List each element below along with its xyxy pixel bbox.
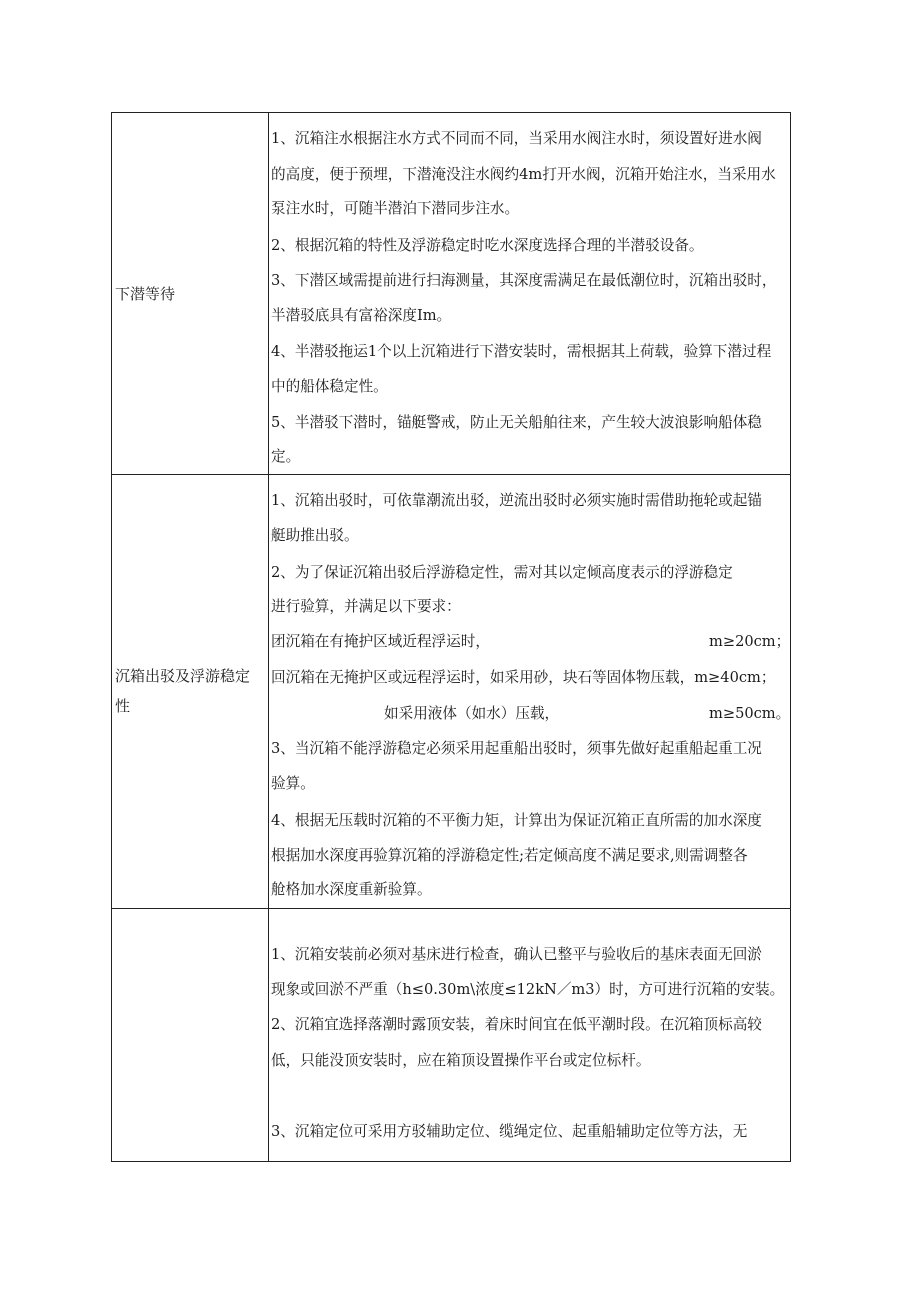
row-title-cell [112,909,269,1161]
content-line: 根据加水深度再验算沉箱的浮游稳定性;若定倾高度不满足要求,则需调整各 [271,847,748,864]
content-line: 团沉箱在有掩护区域近程浮运时， [271,633,490,650]
content-line: 4、半潜驳拖运1个以上沉箱进行下潜安装时，需根据其上荷载，验算下潜过程 [271,343,772,360]
content-line: 泵注水时，可随半潜泊下潜同步注水。 [271,200,520,217]
content-line: 进行验算，并满足以下要求： [271,598,461,615]
row-title-cell [112,113,269,474]
row-title-line: 性 [115,697,131,715]
content-line: 4、根据无压载时沉箱的不平衡力矩，计算出为保证沉箱正直所需的加水深度 [271,812,762,829]
content-line: 舱格加水深度重新验算。 [271,881,432,898]
table-row [112,908,790,1161]
row-title: 下潜等待 [115,285,176,303]
requirement-value: m≥50cm。 [709,705,791,722]
content-line: 验算。 [271,775,315,792]
content-line: 2、沉箱宜选择落潮时露顶安装，着床时间宜在低平潮时段。在沉箱顶标高较 [271,1016,762,1033]
requirement-value: m≥20cm； [709,633,791,650]
row-title-cell [112,475,269,908]
content-line: 中的船体稳定性。 [271,378,388,395]
row-title [115,661,265,721]
content-line: 1、沉箱注水根据注水方式不同而不同，当采用水阀注水时，须设置好进水阀 [271,130,762,147]
content-line: 如采用液体（如水）压载， [384,705,560,722]
content-line: 半潜驳底具有富裕深度Im。 [271,307,452,324]
content-line: 艇助推出驳。 [271,527,359,544]
table-row [112,113,790,474]
content-line: 现象或回淤不严重（h≤0.30m\浓度≤12kN／m3）时，方可进行沉箱的安装。 [271,981,785,998]
row-content-cell [269,909,790,1161]
row-content-cell [269,113,790,474]
row-content-cell [269,475,790,908]
table-row [112,474,790,908]
row-title-line: 沉箱出驳及浮游稳定 [115,667,251,685]
procedure-table [111,112,791,1162]
content-line: 3、沉箱定位可采用方驳辅助定位、缆绳定位、起重船辅助定位等方法，无 [271,1123,748,1140]
content-line: 1、沉箱出驳时，可依靠潮流出驳，逆流出驳时必须实施时需借助拖轮或起锚 [271,492,762,509]
content-line: 低，只能没顶安装时，应在箱顶设置操作平台或定位标杆。 [271,1052,651,1069]
content-line: 定。 [271,448,301,465]
content-line: 3、下潜区域需提前进行扫海测量，其深度需满足在最低潮位时，沉箱出驳时， [271,272,777,289]
content-line: 1、沉箱安装前必须对基床进行检查，确认已整平与验收后的基床表面无回淤 [271,946,762,963]
content-line: 回沉箱在无掩护区或远程浮运时，如采用砂，块石等固体物压载，m≥40cm； [271,669,776,686]
content-line: 5、半潜驳下潜时，锚艇警戒，防止无关船舶往来，产生较大波浪影响船体稳 [271,414,762,431]
content-line: 的高度，便于预埋，下潜淹没注水阀约4m打开水阀，沉箱开始注水，当采用水 [271,166,776,183]
content-line: 2、为了保证沉箱出驳后浮游稳定性，需对其以定倾高度表示的浮游稳定 [271,564,733,581]
content-line: 2、根据沉箱的特性及浮游稳定时吃水深度选择合理的半潜驳设备。 [271,237,704,254]
content-line: 3、当沉箱不能浮游稳定必须采用起重船出驳时，须事先做好起重船起重工况 [271,740,762,757]
